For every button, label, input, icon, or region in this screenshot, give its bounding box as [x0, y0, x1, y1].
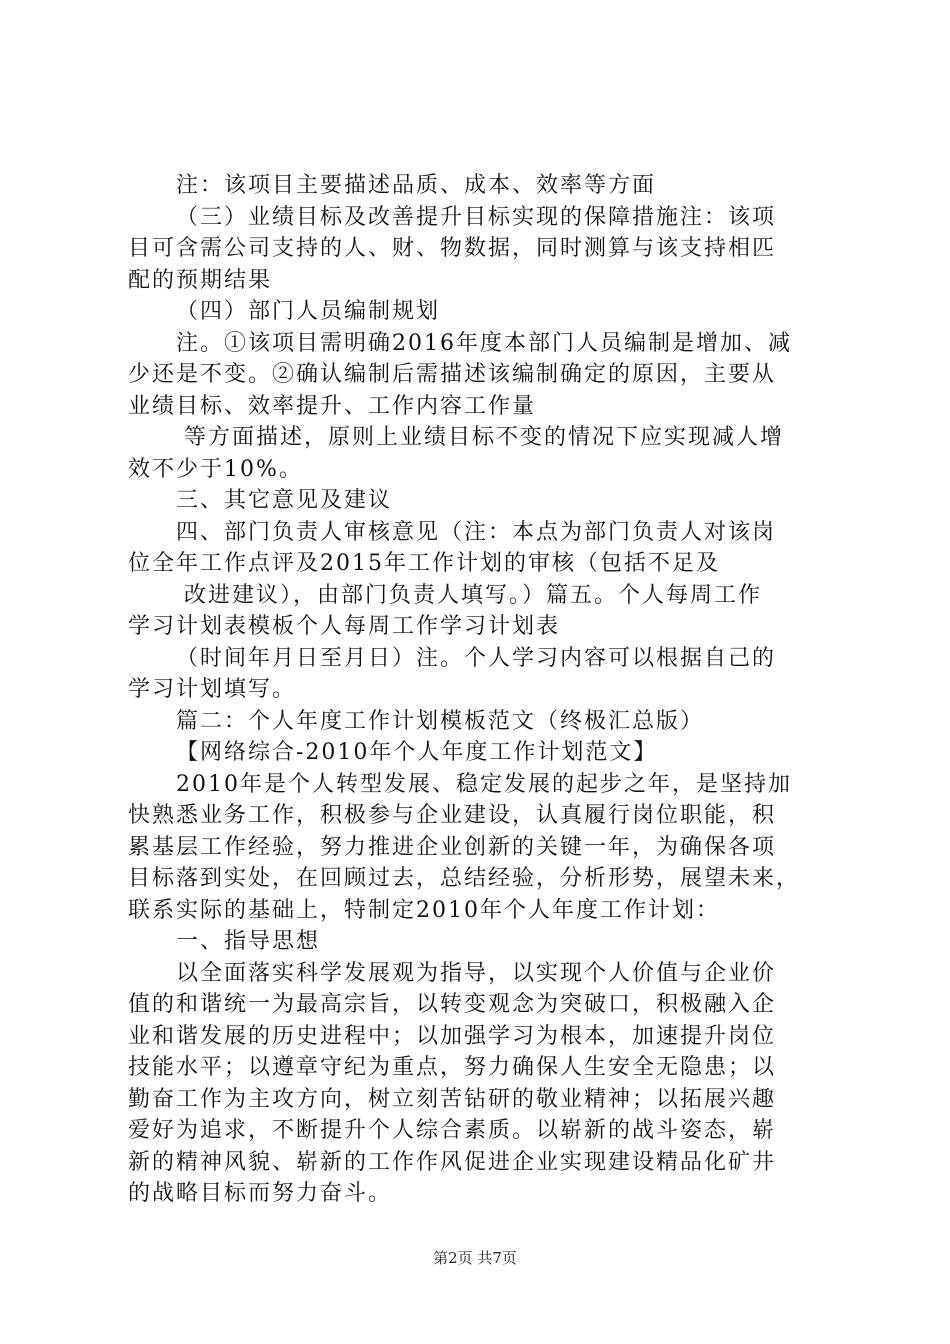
text-line: 等方面描述，原则上业绩目标不变的情况下应实现减人增 [184, 425, 785, 450]
text-line: 快熟悉业务工作，积极参与企业建设，认真履行岗位职能，积 [128, 803, 777, 828]
page-number-footer: 第2页 共7页 [433, 1249, 517, 1267]
text-line: 以全面落实科学发展观为指导，以实现个人价值与企业价 [176, 960, 777, 986]
text-line: 目可含需公司支持的人、财、物数据，同时测算与该支持相匹 [128, 236, 777, 261]
text-line: 业绩目标、效率提升、工作内容工作量 [128, 393, 537, 419]
text-line: 爱好为追求，不断提升个人综合素质。以崭新的战斗姿态，崭 [128, 1118, 777, 1143]
text-line: 一、指导思想 [176, 929, 321, 954]
text-line: 少还是不变。②确认编制后需描述该编制确定的原因，主要从 [128, 362, 777, 387]
text-line: 三、其它意见及建议 [176, 488, 393, 513]
text-line: 业和谐发展的历史进程中；以加强学习为根本，加速提升岗位 [128, 1023, 777, 1049]
text-line: （三）业绩目标及改善提升目标实现的保障措施注：该项 [176, 204, 777, 230]
text-line: 配的预期结果 [128, 267, 273, 293]
document-body [128, 170, 828, 1210]
text-line: 注。①该项目需明确2016年度本部门人员编制是增加、减 [176, 330, 792, 356]
text-line: 2010年是个人转型发展、稳定发展的起步之年，是坚持加 [176, 771, 792, 797]
text-line: 效不少于10%。 [128, 456, 303, 482]
text-line: （四）部门人员编制规划 [176, 299, 441, 324]
text-line: 勤奋工作为主攻方向，树立刻苦钻研的敬业精神；以拓展兴趣 [128, 1086, 777, 1112]
text-line: 目标落到实处，在回顾过去，总结经验，分析形势，展望未来， [128, 866, 801, 891]
text-line: 学习计划填写。 [128, 677, 297, 702]
text-line: 改进建议），由部门负责人填写。）篇五。个人每周工作 [184, 582, 763, 608]
text-line: （时间年月日至月日）注。个人学习内容可以根据自己的 [176, 645, 777, 671]
text-line: 【网络综合-2010年个人年度工作计划范文】 [176, 740, 658, 765]
text-line: 的战略目标而努力奋斗。 [128, 1181, 393, 1206]
text-line: 位全年工作点评及2015年工作计划的审核（包括不足及 [128, 551, 720, 576]
text-line: 篇二：个人年度工作计划模板范文（终极汇总版） [176, 708, 705, 734]
text-line: 新的精神风貌、崭新的工作作风促进企业实现建设精品化矿井 [128, 1149, 777, 1175]
text-line: 学习计划表模板个人每周工作学习计划表 [128, 614, 561, 639]
text-line: 四、部门负责人审核意见（注：本点为部门负责人对该岗 [176, 519, 777, 545]
text-line: 累基层工作经验，努力推进企业创新的关键一年，为确保各项 [128, 834, 777, 860]
text-line: 注：该项目主要描述品质、成本、效率等方面 [176, 173, 657, 198]
text-line: 联系实际的基础上，特制定2010年个人年度工作计划： [128, 897, 720, 923]
text-line: 技能水平；以遵章守纪为重点，努力确保人生安全无隐患；以 [128, 1055, 777, 1080]
text-line: 值的和谐统一为最高宗旨，以转变观念为突破口，积极融入企 [128, 992, 777, 1017]
